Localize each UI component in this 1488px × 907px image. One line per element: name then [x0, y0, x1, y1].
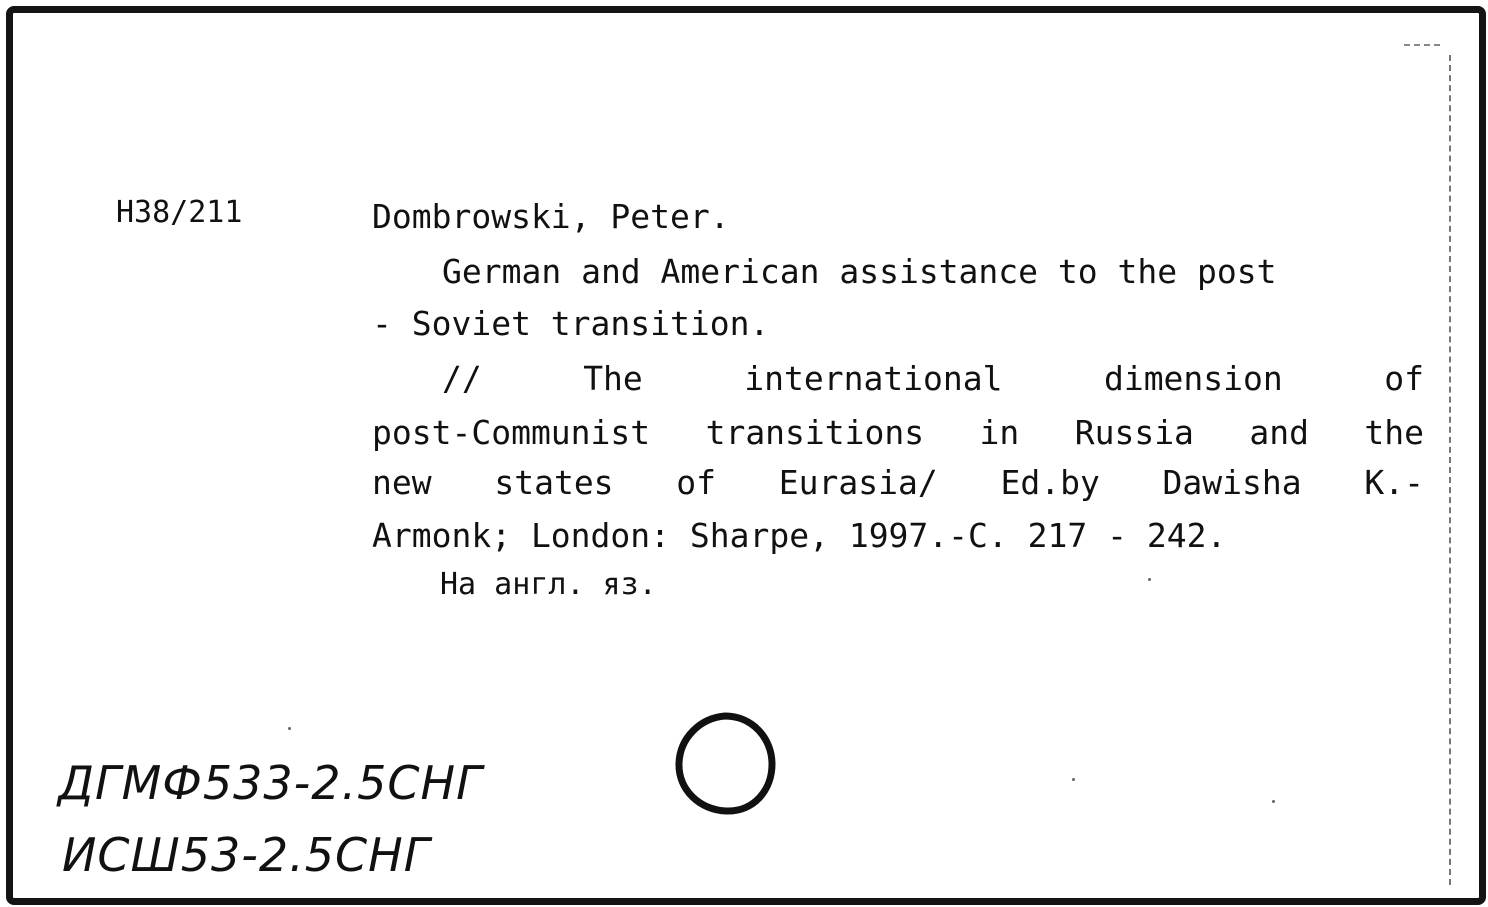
author: Dombrowski, Peter. [372, 197, 730, 236]
source-word: Dawisha [1162, 463, 1302, 502]
handwritten-shelfmark-2: ИСШ53-2.5СНГ [62, 828, 431, 882]
source-word: international [744, 359, 1003, 398]
source-word: in [979, 413, 1020, 452]
perforation-edge [1449, 55, 1451, 885]
ink-speck [1148, 578, 1151, 581]
source-line-4: Armonk; London: Sharpe, 1997.-C. 217 - 242. [372, 516, 1227, 555]
source-line-1 [372, 359, 1424, 398]
source-word: transitions [705, 413, 925, 452]
source-word: of [676, 463, 717, 502]
source-word: Eurasia/ [778, 463, 938, 502]
corner-mark [1404, 44, 1440, 46]
source-word: and [1249, 413, 1309, 452]
ink-speck [1272, 800, 1275, 803]
ink-speck [1072, 778, 1075, 781]
ink-speck [288, 727, 291, 730]
circle-stamp-mark [670, 708, 780, 820]
title-line-2: - Soviet transition. [372, 304, 770, 343]
source-word: The [583, 359, 643, 398]
source-line-2 [372, 413, 1424, 452]
language-note: На англ. яз. [440, 567, 657, 602]
source-word: dimension [1103, 359, 1283, 398]
handwritten-shelfmark-1: ДГМФ533-2.5СНГ [58, 756, 483, 810]
source-word: of [1384, 359, 1424, 398]
source-word: post-Communist [372, 413, 651, 452]
source-word: // [442, 359, 482, 398]
source-line-3 [372, 463, 1424, 502]
source-word: K.- [1364, 463, 1424, 502]
source-word: states [494, 463, 614, 502]
source-word: new [372, 463, 432, 502]
title-line-1: German and American assistance to the post [442, 252, 1277, 291]
source-word: Russia [1074, 413, 1194, 452]
source-word: the [1364, 413, 1424, 452]
source-word: Ed.by [1000, 463, 1100, 502]
call-number: H38/211 [116, 195, 243, 230]
